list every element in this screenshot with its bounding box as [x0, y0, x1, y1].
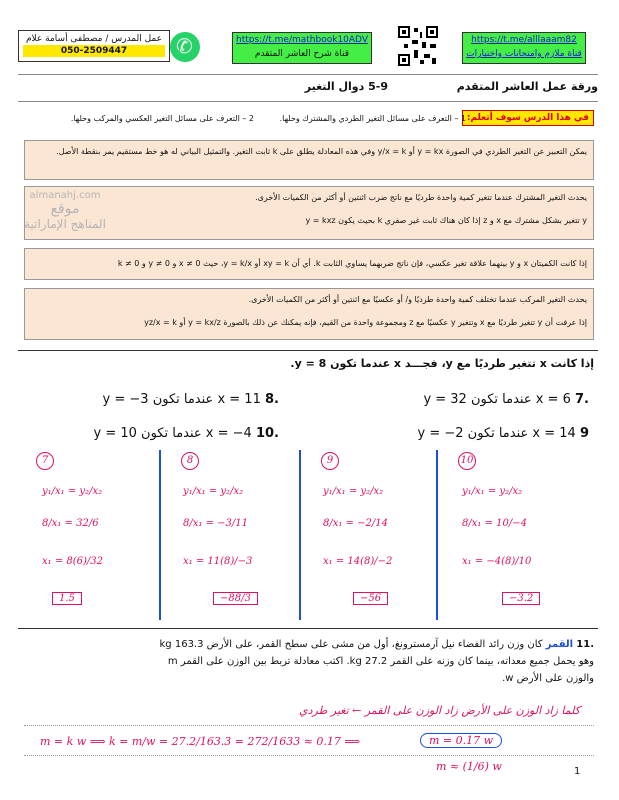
mathbook-channel[interactable] [232, 32, 372, 64]
direct-variation-box [24, 140, 594, 180]
work-line: x₁ = 14(8)/−2 [323, 556, 393, 567]
alllaaam-caption: قناة ملازم وامتحانات واختبارات [466, 49, 582, 59]
alllaaam-channel[interactable] [462, 32, 586, 64]
question-heading: إذا كانت x تتغير طرديًا مع y، فجـــد x عندما تكون y = 8. [290, 357, 594, 370]
work-answer: −3.2 [502, 592, 540, 605]
work-line: 8/x₁ = −3/11 [183, 518, 248, 529]
objectives-tag: في هذا الدرس سوف أتعلم: [462, 110, 594, 126]
work-line: y₁/x₁ = y₂/x₂ [42, 486, 103, 497]
q11-text-2: وهو يحمل جميع معداته، بينما كان وزنه على القمر 27.2 kg. اكتب معادلة تربط بين الوزن على القمر m [167, 656, 594, 667]
title-row [18, 80, 598, 98]
q11-text-3: والوزن على الأرض w. [502, 673, 594, 684]
q11-keyword: القمر [545, 639, 574, 650]
joint-variation-def: يحدث التغير المشترك عندما تتغير كمية واحدة طرديًا مع ناتج ضرب اثنتين أو أكثر من الكميات الأخرى. [255, 193, 587, 202]
divider [18, 74, 598, 75]
combined-variation-box [24, 288, 594, 340]
work-line: x₁ = 8(6)/32 [42, 556, 104, 567]
joint-variation-formula: y تتغير بشكل مشترك مع x و z إذا كان هناك ثابت غير صفري k بحيث يكون y = kxz [305, 216, 587, 225]
whatsapp-icon [170, 32, 200, 62]
handwritten-reasoning: كلما زاد الوزن على الأرض زاد الوزن على القمر ← تغير طردي [299, 704, 580, 717]
work-line: x₁ = 11(8)/−3 [183, 556, 253, 567]
work-answer: 1.5 [52, 592, 82, 605]
q11-text-1: كان وزن رائد الفضاء نيل آرمسترونغ، أول من مشى على سطح القمر، على الأرض 163.3 kg [159, 639, 543, 650]
problem-7-text: x = 6 عندما تكون y = 32 [423, 392, 571, 407]
problem-10-num: .10 [255, 426, 279, 441]
ruled-line [24, 755, 594, 756]
problem-9-text: x = 14 عندما تكون y = −2 [417, 426, 576, 441]
inverse-variation-text: إذا كانت الكميتان x و y بينهما علاقة تغير عكسي، فإن ناتج ضربهما يساوي الثابت k. أي أن xy = k أو y = k/x، حيث x ≠ 0 و y ≠ 0 و k ≠ 0 [117, 259, 587, 268]
problem-10-text: x = −4 عندما تكون y = 10 [93, 426, 252, 441]
worksheet-title: ورقة عمل العاشر المتقدم [456, 80, 598, 93]
page-number: 1 [574, 766, 581, 777]
problem-7 [349, 392, 589, 407]
work-answer: −88/3 [213, 592, 258, 605]
work-column-9 [309, 450, 451, 620]
watermark-line2: المناهج الإماراتية [24, 217, 106, 231]
work-line: y₁/x₁ = y₂/x₂ [323, 486, 384, 497]
divider [18, 350, 598, 351]
circled-number: 8 [181, 452, 199, 470]
work-line: x₁ = −4(8)/10 [462, 556, 532, 567]
teacher-name: عمل المدرس / مصطفى أسامة علام [25, 34, 163, 44]
handwritten-approx: m ≈ (1/6) w [436, 760, 502, 773]
circled-number: 10 [458, 452, 476, 470]
divider [18, 628, 598, 629]
problem-8-num: .8 [265, 392, 279, 407]
work-line: 8/x₁ = −2/14 [323, 518, 388, 529]
objective-1: 1 – التعرف على مسائل التغير الطردي والمشترك وحلها. [279, 114, 466, 123]
q11-number: .11 [576, 639, 594, 650]
work-column-10 [446, 450, 588, 620]
circled-number: 7 [36, 452, 54, 470]
problem-9-num: 9 [579, 426, 589, 441]
watermark-site: almanahj.com [29, 190, 101, 201]
work-line: 8/x₁ = 32/6 [42, 518, 99, 529]
circled-number: 9 [321, 452, 339, 470]
combined-variation-formula: إذا عرفت أن y تتغير طرديًا مع x وتتغير y عكسيًا مع z ومجموعة واحدة من القيم، فإنه يمكنك عن ذلك بالصورة y = kx/z أو yz/x = k [144, 318, 587, 327]
qr-code-icon [398, 26, 438, 66]
work-column-7 [24, 450, 166, 620]
problem-7-num: .7 [575, 392, 589, 407]
direct-variation-text: يمكن التعبير عن التغير الطردي في الصورة y = kx أو y/x = k وفي هذه المعادلة يطلق على k ثابت التغير. والتمثيل البياني له هو خط مستقيم يمر بنقطة الأصل. [56, 147, 587, 156]
handwritten-work [24, 450, 594, 620]
handwritten-equation: m = k w ⟹ k = m/w = 27.2/163.3 = 272/1633 ≈ 0.17 ⟹ [40, 735, 361, 748]
boxed-answer: m = 0.17 w [420, 733, 502, 748]
divider [18, 101, 598, 102]
mathbook-caption: قناة شرح العاشر المتقدم [254, 49, 350, 59]
ruled-line [24, 725, 594, 726]
work-column-8 [169, 450, 311, 620]
problem-9 [349, 426, 589, 441]
watermark-line1: موقع [50, 201, 80, 217]
objective-2: 2 – التعرف على مسائل التغير العكسي والمركب وحلها. [70, 114, 254, 123]
alllaaam-link[interactable]: https://t.me/alllaaam82 [471, 35, 577, 45]
watermark-logo [20, 190, 110, 260]
work-answer: −56 [353, 592, 388, 605]
mathbook-link[interactable]: https://t.me/mathbook10ADV [236, 35, 368, 45]
work-line: 8/x₁ = 10/−4 [462, 518, 527, 529]
lesson-title: 5-9 دوال التغير [304, 80, 388, 93]
teacher-phone: 050-2509447 [23, 45, 165, 57]
question-11 [24, 636, 594, 687]
problem-8 [39, 392, 279, 407]
problem-10 [39, 426, 279, 441]
teacher-contact [18, 30, 170, 62]
problem-8-text: x = 11 عندما تكون y = −3 [102, 392, 261, 407]
work-line: y₁/x₁ = y₂/x₂ [462, 486, 523, 497]
objectives [24, 110, 594, 132]
work-line: y₁/x₁ = y₂/x₂ [183, 486, 244, 497]
combined-variation-def: يحدث التغير المركب عندما تختلف كمية واحدة طرديًا و/ أو عكسيًا مع اثنتين أو أكثر من الكميات الأخرى. [248, 295, 587, 304]
